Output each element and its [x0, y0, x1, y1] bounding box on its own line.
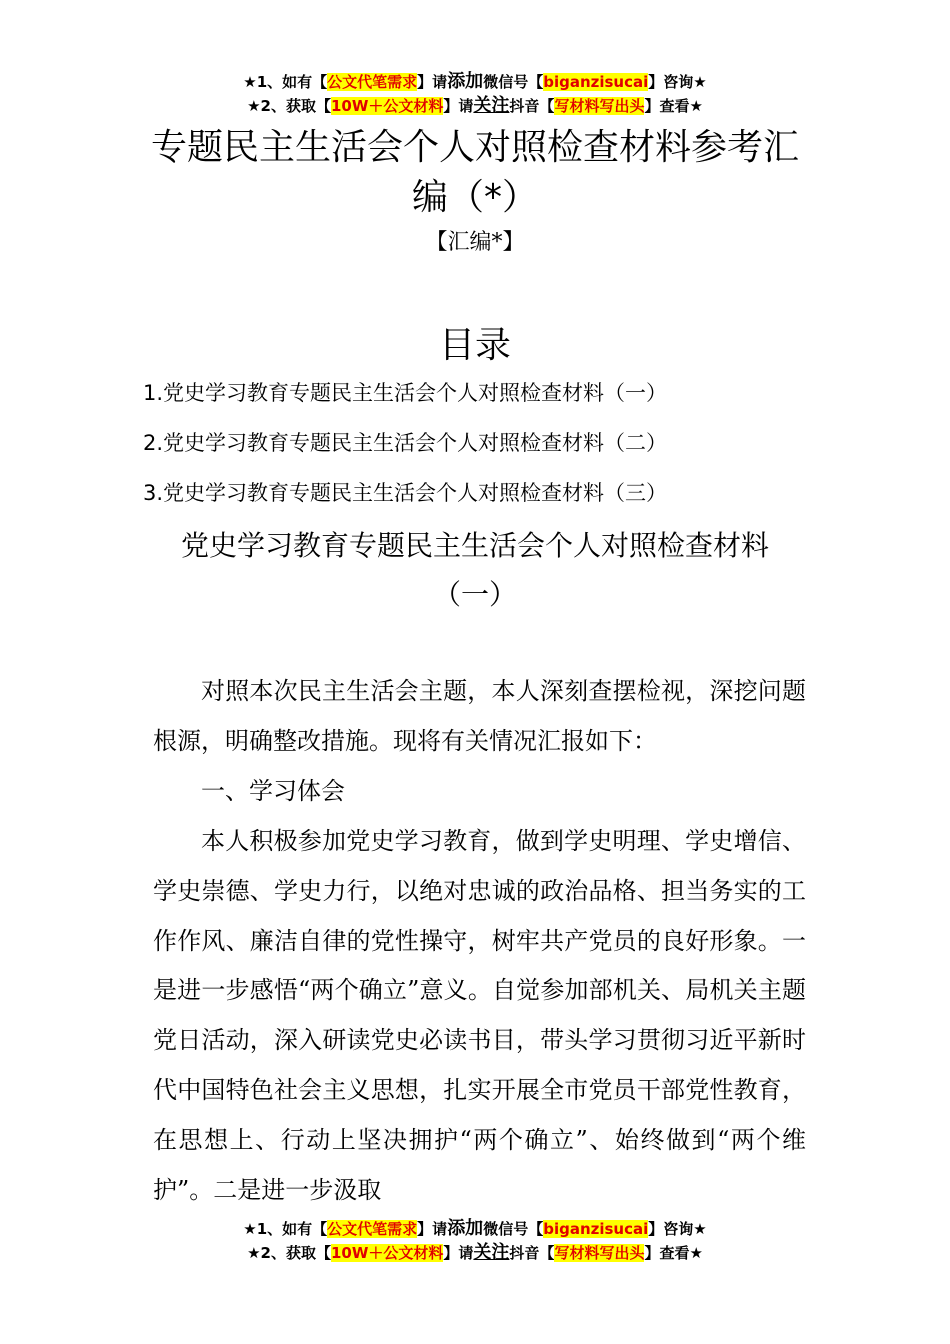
- banner-text: 】请: [417, 1220, 448, 1238]
- banner-emphasis: 关注: [473, 1242, 510, 1263]
- toc-item[interactable]: 3.党史学习教育专题民主生活会个人对照检查材料（三）: [143, 481, 668, 505]
- section-title-line-1: 党史学习教育专题民主生活会个人对照检查材料: [180, 529, 769, 562]
- document-title-line-1: 专题民主生活会个人对照检查材料参考汇: [150, 127, 799, 168]
- banner-text: 抖音【: [509, 1244, 555, 1262]
- banner-emphasis: 添加: [447, 1218, 484, 1239]
- banner-highlight: 公文代笔需求: [327, 73, 418, 91]
- banner-text: 】查看★: [644, 97, 703, 115]
- bottom-banner: [0, 1217, 950, 1265]
- banner-text: 】咨询★: [648, 73, 707, 91]
- banner-text: 】请: [443, 97, 474, 115]
- section-title-line-2: （一）: [432, 578, 517, 611]
- banner-highlight: 10W＋公文材料: [330, 1244, 444, 1262]
- banner-text: 】咨询★: [648, 1220, 707, 1238]
- banner-text: 】请: [417, 73, 448, 91]
- banner-text: 抖音【: [509, 97, 555, 115]
- document-title-line-2: 编（*）: [411, 177, 538, 218]
- banner-highlight: 写材料写出头: [554, 1244, 645, 1262]
- banner-line-2: [0, 94, 950, 118]
- banner-emphasis: 关注: [473, 95, 510, 116]
- toc-title: 目录: [438, 325, 511, 366]
- banner-wechat-id: biganzisucai: [543, 73, 649, 91]
- banner-text: 】查看★: [644, 1244, 703, 1262]
- banner-line-1: [0, 1217, 950, 1241]
- top-banner: [0, 70, 950, 118]
- banner-line-1: [0, 70, 950, 94]
- banner-text: ★1、如有【: [243, 1220, 328, 1238]
- banner-highlight: 写材料写出头: [554, 97, 645, 115]
- document-body: [153, 667, 806, 1216]
- banner-text: 】请: [443, 1244, 474, 1262]
- banner-text: ★1、如有【: [243, 73, 328, 91]
- banner-text: 微信号【: [483, 1220, 544, 1238]
- banner-line-2: [0, 1241, 950, 1265]
- banner-text: ★2、获取【: [247, 97, 331, 115]
- section-heading: 一、学习体会: [201, 776, 345, 805]
- paragraph: 对照本次民主生活会主题，本人深刻查摆检视，深挖问题根源，明确整改措施。现将有关情况汇报如下：: [153, 677, 806, 755]
- toc-item[interactable]: 2.党史学习教育专题民主生活会个人对照检查材料（二）: [143, 431, 668, 455]
- banner-text: 微信号【: [483, 73, 544, 91]
- banner-wechat-id: biganzisucai: [543, 1220, 649, 1238]
- banner-emphasis: 添加: [447, 71, 484, 92]
- banner-text: ★2、获取【: [247, 1244, 331, 1262]
- paragraph: 本人积极参加党史学习教育，做到学史明理、学史增信、学史崇德、学史力行，以绝对忠诚的政治品格、担当务实的工作作风、廉洁自律的党性操守，树牢共产党员的良好形象。一是进一步感悟“两个确立”意义。自觉参加部机关、局机关主题党日活动，深入研读党史必读书目，带头学习贯彻习近平新时代中国特色社会主义思想，扎实开展全市党员干部党性教育，在思想上、行动上坚决拥护“两个确立”、始终做到“两个维护”。二是进一步汲取: [153, 826, 806, 1205]
- banner-highlight: 10W＋公文材料: [330, 97, 444, 115]
- banner-highlight: 公文代笔需求: [327, 1220, 418, 1238]
- document-subtitle: 【汇编*】: [425, 230, 525, 255]
- toc-item[interactable]: 1.党史学习教育专题民主生活会个人对照检查材料（一）: [143, 381, 668, 405]
